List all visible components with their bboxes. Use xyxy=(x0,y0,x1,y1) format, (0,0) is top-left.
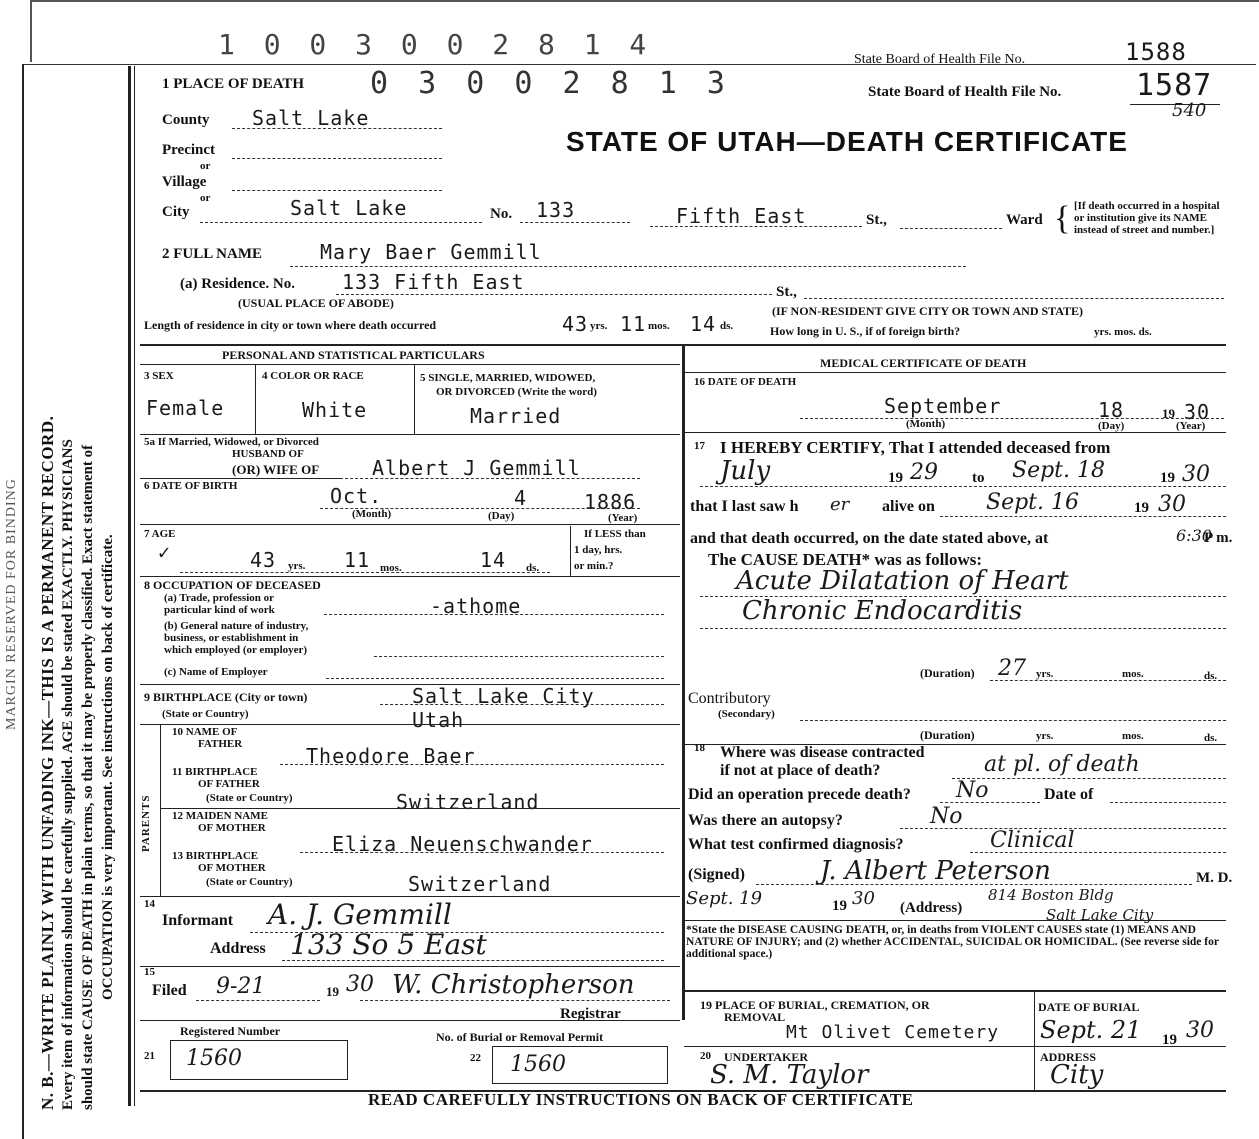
birthplace-label: 9 BIRTHPLACE (City or town) xyxy=(144,690,308,704)
margin-note-2: Every item of information should be carefully supplied. AGE should be stated EXACTLY. PHYSICIANS xyxy=(60,439,76,1110)
signed-label: (Signed) xyxy=(688,866,745,883)
age-days-unit: ds. xyxy=(526,562,540,574)
residence-label: (a) Residence. No. xyxy=(180,276,295,292)
precinct-label: Precinct xyxy=(162,142,216,158)
city-value: Salt Lake xyxy=(290,196,408,220)
birthplace-state-label: (State or Country) xyxy=(162,708,249,720)
dob-year: 1886 xyxy=(584,490,637,514)
where-contracted-value: at pl. of death xyxy=(984,752,1140,777)
less-than-minutes: or min.? xyxy=(574,560,614,572)
age-label: 7 AGE xyxy=(144,528,176,540)
father-label-2: FATHER xyxy=(198,738,243,750)
cause-of-death-secondary: Chronic Endocarditis xyxy=(742,596,1023,626)
color-value: White xyxy=(302,398,368,422)
item-20-number: 20 xyxy=(700,1050,711,1062)
death-month-caption: (Month) xyxy=(906,418,946,430)
spouse-label-3: (OR) WIFE OF xyxy=(232,462,320,477)
hospital-note: [If death occurred in a hospital or institution give its NAME instead of street and number.] xyxy=(1074,200,1220,236)
city-label: City xyxy=(162,204,190,220)
diagnosis-test-value: Clinical xyxy=(990,828,1075,853)
filed-label: Filed xyxy=(152,982,187,999)
certify-statement: I HEREBY CERTIFY, That I attended deceased from xyxy=(720,438,1111,457)
death-occurred-label: and that death occurred, on the date stated above, at xyxy=(690,530,1049,547)
mother-value: Eliza Neuenschwander xyxy=(332,832,593,856)
md-label: M. D. xyxy=(1196,870,1233,886)
mother-label-2: OF MOTHER xyxy=(198,822,266,834)
length-years-unit: yrs. xyxy=(590,320,608,332)
margin-rule xyxy=(128,66,131,1106)
spouse-label-2: HUSBAND OF xyxy=(232,448,304,460)
street-suffix-label: St., xyxy=(866,212,887,228)
full-name-label: 2 FULL NAME xyxy=(162,246,263,262)
signed-year: 30 xyxy=(852,888,875,909)
employer-label: (c) Name of Employer xyxy=(164,666,268,678)
age-months: 11 xyxy=(344,548,371,572)
item-18-number: 18 xyxy=(694,742,705,754)
mother-birthplace-label-1: 13 BIRTHPLACE xyxy=(172,850,259,862)
registered-number-label: Registered Number xyxy=(180,1024,281,1038)
street-number-label: No. xyxy=(490,206,513,222)
item-15-number: 15 xyxy=(144,966,155,978)
marital-label-2: OR DIVORCED (Write the word) xyxy=(436,386,597,398)
top-stamp: 1 0 0 3 0 0 2 8 1 4 xyxy=(218,28,653,61)
occupation-label: 8 OCCUPATION OF DECEASED xyxy=(144,578,321,592)
attended-from-year-prefix: 19 xyxy=(888,470,903,486)
duration-days-unit: ds. xyxy=(1204,670,1218,682)
death-day-caption: (Day) xyxy=(1098,420,1125,432)
length-of-residence-label: Length of residence in city or town where death occurred xyxy=(144,318,437,332)
item-17-number: 17 xyxy=(694,440,705,452)
occupation-a-1: (a) Trade, profession or xyxy=(164,592,274,604)
operation-value: No xyxy=(956,778,989,803)
dob-day: 4 xyxy=(514,486,528,510)
less-than-hours: 1 day, hrs. xyxy=(574,544,623,556)
attended-to: Sept. 18 xyxy=(1012,458,1105,483)
place-of-death-label: 1 PLACE OF DEATH xyxy=(162,76,305,92)
mother-birthplace-label-2: OF MOTHER xyxy=(198,862,266,874)
dob-year-caption: (Year) xyxy=(608,512,638,524)
burial-date-value: Sept. 21 xyxy=(1040,1016,1142,1044)
operation-label: Did an operation precede death? xyxy=(688,786,911,803)
item-14-number: 14 xyxy=(144,898,155,910)
father-birthplace-value: Switzerland xyxy=(396,790,540,814)
less-than-label: If LESS than xyxy=(584,528,646,540)
spouse-value: Albert J Gemmill xyxy=(372,456,581,480)
contributory-days-unit: ds. xyxy=(1204,732,1218,744)
margin-note-3: should state CAUSE OF DEATH in plain terms, so that it may be properly classified. Exact statement of xyxy=(80,444,96,1110)
last-seen-date: Sept. 16 xyxy=(986,490,1079,515)
length-days-unit: ds. xyxy=(720,320,734,332)
occupation-a-2: particular kind of work xyxy=(164,604,275,616)
secondary-label: (Secondary) xyxy=(718,708,775,720)
alive-on-label: alive on xyxy=(882,498,935,515)
marital-label-1: 5 SINGLE, MARRIED, WIDOWED, xyxy=(420,372,596,384)
duration-months-unit: mos. xyxy=(1122,668,1144,680)
father-value: Theodore Baer xyxy=(306,744,476,768)
sex-value: Female xyxy=(146,396,225,420)
length-months-unit: mos. xyxy=(648,320,670,332)
undertaker-label: UNDERTAKER xyxy=(724,1050,809,1064)
to-label: to xyxy=(972,470,985,486)
last-seen-year: 30 xyxy=(1158,492,1186,517)
hospital-note-brace: { xyxy=(1054,200,1071,237)
attended-from-year: 29 xyxy=(910,460,938,485)
length-days: 14 xyxy=(690,312,717,336)
margin-note-4: OCCUPATION is very important. See instructions on back of certificate. xyxy=(100,534,116,1000)
physician-address-label: (Address) xyxy=(900,900,963,916)
personal-heading: PERSONAL AND STATISTICAL PARTICULARS xyxy=(222,348,485,362)
us-residence-units: yrs. mos. ds. xyxy=(1094,326,1152,338)
registrar-signature: W. Christopherson xyxy=(392,970,635,1000)
burial-permit-value: 1560 xyxy=(510,1052,566,1077)
footer-instructions: READ CAREFULLY INSTRUCTIONS ON BACK OF CERTIFICATE xyxy=(368,1090,914,1109)
burial-permit-label: No. of Burial or Removal Permit xyxy=(436,1030,604,1044)
physician-signature: J. Albert Peterson xyxy=(820,856,1051,886)
contributory-label: Contributory xyxy=(688,690,771,707)
informant-address-label: Address xyxy=(210,940,266,957)
top-file-label: State Board of Health File No. xyxy=(854,52,1026,67)
burial-year-prefix: 19 xyxy=(1162,1032,1177,1048)
abode-label: (USUAL PLACE OF ABODE) xyxy=(238,296,394,310)
medical-heading: MEDICAL CERTIFICATE OF DEATH xyxy=(820,356,1027,370)
death-year: 30 xyxy=(1184,400,1211,424)
autopsy-value: No xyxy=(930,804,963,829)
informant-value: A. J. Gemmill xyxy=(268,898,452,931)
certificate-stamp: 0 3 0 0 2 8 1 3 xyxy=(370,66,731,101)
ward-label: Ward xyxy=(1006,212,1043,228)
top-file-number: 1588 xyxy=(1125,38,1187,66)
age-years: 43 xyxy=(250,548,277,572)
residence-street-label: St., xyxy=(776,284,797,300)
length-months: 11 xyxy=(620,312,647,336)
occupation-b-1: (b) General nature of industry, xyxy=(164,620,309,632)
parents-label: PARENTS xyxy=(140,794,152,852)
filed-date: 9-21 xyxy=(216,974,266,999)
margin-rule-inner xyxy=(134,66,135,1106)
binding-margin: MARGIN RESERVED FOR BINDING xyxy=(4,478,19,730)
contributory-duration-label: (Duration) xyxy=(920,728,975,742)
death-time: 6:30 xyxy=(1176,526,1212,545)
dob-label: 6 DATE OF BIRTH xyxy=(144,480,238,492)
duration-label: (Duration) xyxy=(920,666,975,680)
death-year-caption: (Year) xyxy=(1176,420,1206,432)
village-label: Village xyxy=(162,174,207,190)
registrar-label: Registrar xyxy=(560,1006,621,1022)
mother-birthplace-label-3: (State or Country) xyxy=(206,876,293,888)
item-21-number: 21 xyxy=(144,1050,155,1062)
spouse-label-1: 5a If Married, Widowed, or Divorced xyxy=(144,436,319,448)
father-birthplace-label-3: (State or Country) xyxy=(206,792,293,804)
filed-year-prefix: 19 xyxy=(326,984,339,999)
physician-address-line-2: Salt Lake City xyxy=(1046,906,1154,924)
margin-note-1: N. B.—WRITE PLAINLY WITH UNFADING INK—THIS IS A PERMANENT RECORD. xyxy=(38,415,57,1110)
or-text-2: or xyxy=(200,192,211,204)
undertaker-address-label: ADDRESS xyxy=(1040,1050,1097,1064)
last-saw-pronoun: er xyxy=(830,494,850,515)
dob-month: Oct. xyxy=(330,484,383,508)
occupation-value: -athome xyxy=(430,594,522,618)
autopsy-label: Was there an autopsy? xyxy=(688,812,843,829)
burial-place-label-2: REMOVAL xyxy=(724,1010,786,1024)
father-birthplace-label-2: OF FATHER xyxy=(198,778,260,790)
informant-label: Informant xyxy=(162,912,234,929)
physician-address-line-1: 814 Boston Bldg xyxy=(988,886,1114,904)
occupation-b-2: business, or establishment in xyxy=(164,632,299,644)
county-value: Salt Lake xyxy=(252,106,370,130)
birthplace-city: Salt Lake City xyxy=(412,684,595,708)
age-years-unit: yrs. xyxy=(288,560,306,572)
mother-label-1: 12 MAIDEN NAME xyxy=(172,810,268,822)
street-value: Fifth East xyxy=(676,204,807,228)
death-time-period: P m. xyxy=(1204,530,1233,546)
cause-note: *State the DISEASE CAUSING DEATH, or, in deaths from VIOLENT CAUSES state (1) MEANS AND NATURE OF INJURY; and (2) whether ACCIDENTAL, SUICIDAL OR HOMICIDAL. (See reverse side for additional space.) xyxy=(686,924,1219,960)
contributory-years-unit: yrs. xyxy=(1036,730,1054,742)
father-label-1: 10 NAME OF xyxy=(172,726,238,738)
file-label: State Board of Health File No. xyxy=(868,84,1062,100)
filed-year: 30 xyxy=(346,972,374,997)
marital-value: Married xyxy=(470,404,562,428)
attended-to-year-prefix: 19 xyxy=(1160,470,1175,486)
father-birthplace-label-1: 11 BIRTHPLACE xyxy=(172,766,258,778)
item-22-number: 22 xyxy=(470,1052,481,1064)
last-saw-label: that I last saw h xyxy=(690,498,799,515)
where-contracted-label-2: if not at place of death? xyxy=(720,762,881,779)
county-label: County xyxy=(162,112,210,128)
mother-birthplace-value: Switzerland xyxy=(408,872,552,896)
dob-month-caption: (Month) xyxy=(352,508,392,520)
where-contracted-label-1: Where was disease contracted xyxy=(720,744,925,761)
signed-date: Sept. 19 xyxy=(686,888,763,909)
death-month: September xyxy=(884,394,1002,418)
burial-place-value: Mt Olivet Cemetery xyxy=(786,1022,1000,1043)
date-of-death-label: 16 DATE OF DEATH xyxy=(694,376,797,388)
attended-to-year: 30 xyxy=(1182,462,1210,487)
burial-place-label-1: 19 PLACE OF BURIAL, CREMATION, OR xyxy=(700,998,930,1012)
age-days: 14 xyxy=(480,548,507,572)
age-check: ✓ xyxy=(158,540,172,564)
residence-value: 133 Fifth East xyxy=(342,270,525,294)
contributory-months-unit: mos. xyxy=(1122,730,1144,742)
us-residence-label: How long in U. S., if of foreign birth? xyxy=(770,324,961,338)
last-seen-year-prefix: 19 xyxy=(1134,500,1149,516)
center-divider xyxy=(682,344,685,1020)
occupation-b-3: which employed (or employer) xyxy=(164,644,308,656)
signed-year-prefix: 19 xyxy=(832,898,847,914)
duration-years: 27 xyxy=(998,656,1026,681)
burial-date-label: DATE OF BURIAL xyxy=(1038,1000,1140,1014)
file-number-sub: 540 xyxy=(1172,100,1207,121)
length-years: 43 xyxy=(562,312,589,336)
informant-address-value: 133 So 5 East xyxy=(290,928,487,961)
color-label: 4 COLOR OR RACE xyxy=(262,370,364,382)
dob-day-caption: (Day) xyxy=(488,510,515,522)
death-year-prefix: 19 xyxy=(1162,406,1175,421)
diagnosis-test-label: What test confirmed diagnosis? xyxy=(688,836,904,853)
full-name-value: Mary Baer Gemmill xyxy=(320,240,542,264)
or-text-1: or xyxy=(200,160,211,172)
attended-from: July xyxy=(720,456,771,486)
cause-of-death-label: The CAUSE DEATH* was as follows: xyxy=(708,550,983,569)
age-months-unit: mos. xyxy=(380,562,402,574)
operation-date-label: Date of xyxy=(1044,786,1094,803)
undertaker-address-value: City xyxy=(1050,1060,1104,1090)
cause-of-death-primary: Acute Dilatation of Heart xyxy=(736,566,1069,596)
burial-year: 30 xyxy=(1186,1018,1214,1043)
document-title: STATE OF UTAH—DEATH CERTIFICATE xyxy=(566,126,1128,157)
undertaker-signature: S. M. Taylor xyxy=(710,1060,869,1090)
birthplace-state: Utah xyxy=(412,708,465,732)
non-resident-label: (IF NON-RESIDENT GIVE CITY OR TOWN AND STATE) xyxy=(772,304,1084,318)
duration-years-unit: yrs. xyxy=(1036,668,1054,680)
street-number-value: 133 xyxy=(536,198,576,222)
registered-number-value: 1560 xyxy=(186,1046,242,1071)
sex-label: 3 SEX xyxy=(144,370,174,382)
death-day: 18 xyxy=(1098,398,1125,422)
file-number: 1587 xyxy=(1136,68,1213,103)
